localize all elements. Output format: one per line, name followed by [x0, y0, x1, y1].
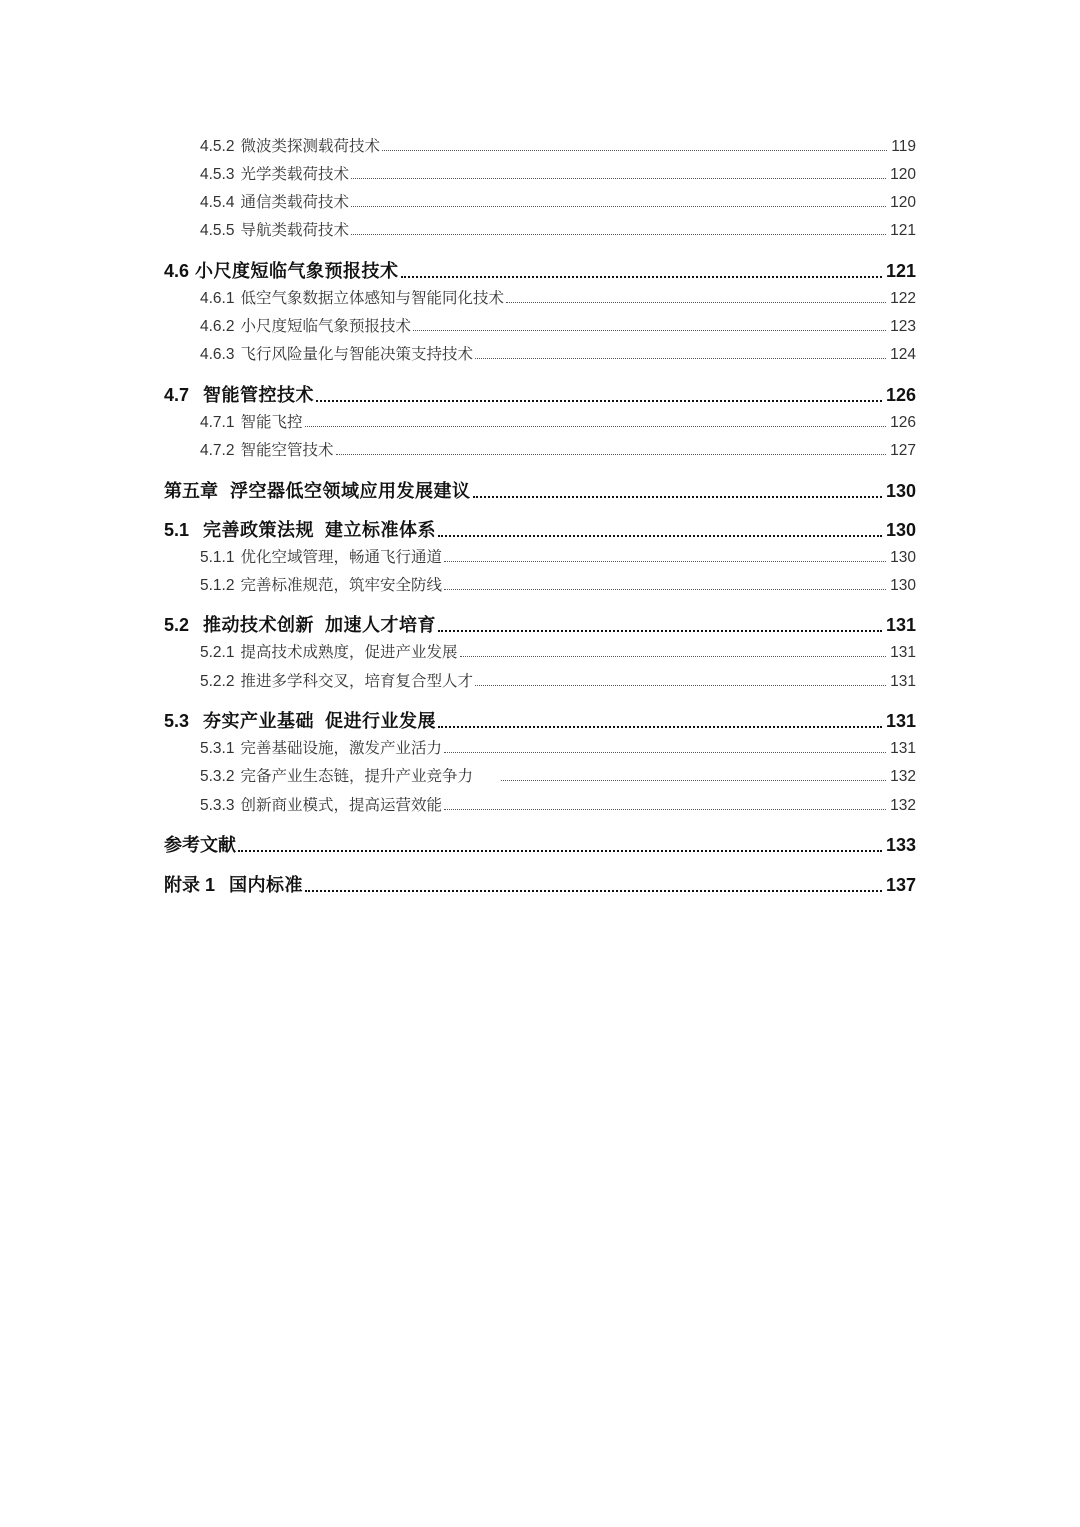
toc-entry-5-1[interactable] [164, 516, 916, 542]
toc-entry-title: 小尺度短临气象预报技术 [240, 318, 411, 335]
toc-entry-number: 4.7 [164, 385, 190, 405]
toc-entry-page: 124 [890, 346, 916, 363]
dot-leader [473, 495, 882, 498]
toc-entry-4-6[interactable] [164, 257, 916, 283]
toc-entry-title: 智能飞控 [240, 414, 303, 431]
toc-entry-5-2-2[interactable] [200, 669, 916, 691]
toc-entry-number: 5.1.1 [200, 549, 235, 566]
toc-entry-title: 完备产业生态链，提升产业竞争力 [240, 768, 473, 785]
dot-leader [475, 357, 886, 359]
toc-entry-title: 创新商业模式，提高运营效能 [240, 797, 442, 814]
dot-leader [401, 275, 882, 278]
toc-entry-page: 119 [891, 138, 916, 155]
toc-entry-4-6-2[interactable] [200, 314, 916, 336]
dot-leader [351, 233, 886, 235]
toc-entry-4-7-2[interactable] [200, 438, 916, 460]
toc-entry-title: 光学类载荷技术 [240, 166, 349, 183]
toc-entry-page: 131 [885, 711, 916, 731]
toc-entry-title: 低空气象数据立体感知与智能同化技术 [240, 290, 504, 307]
dot-leader [305, 425, 887, 427]
toc-entry-title: 参考文献 [164, 835, 236, 855]
toc-entry-number: 4.6.1 [200, 290, 235, 307]
toc-entry-page: 130 [890, 549, 916, 566]
toc-entry-title: 导航类载荷技术 [240, 222, 349, 239]
toc-entry-title: 提高技术成熟度，促进产业发展 [240, 644, 458, 661]
toc-entry-5-1-2[interactable] [200, 573, 916, 595]
toc-entry-number: 5.2 [164, 615, 190, 635]
toc-entry-page: 123 [890, 318, 916, 335]
toc-entry-page: 131 [890, 740, 916, 757]
toc-entry-number: 5.1.2 [200, 577, 235, 594]
toc-entry-page: 132 [890, 797, 916, 814]
toc-entry-page: 122 [890, 290, 916, 307]
dot-leader [438, 534, 882, 537]
toc-entry-page: 137 [885, 875, 916, 895]
toc-entry-4-6-3[interactable] [200, 342, 916, 364]
toc-entry-page: 131 [890, 644, 916, 661]
toc-entry-number: 4.6 [164, 261, 190, 281]
toc-entry-number: 附录 1 [164, 875, 216, 895]
toc-entry-number: 4.7.2 [200, 442, 235, 459]
dot-leader [444, 751, 886, 753]
toc-entry-number: 4.5.2 [200, 138, 235, 155]
toc-entry-number: 4.5.4 [200, 194, 235, 211]
dot-leader [336, 453, 887, 455]
dot-leader [460, 655, 887, 657]
toc-entry-references[interactable] [164, 831, 916, 857]
toc-entry-page: 130 [890, 577, 916, 594]
toc-entry-5-2[interactable] [164, 611, 916, 637]
toc-entry-number: 4.6.3 [200, 346, 235, 363]
toc-entry-title: 国内标准 [229, 875, 304, 895]
toc-entry-title: 智能管控技术 [203, 385, 315, 405]
toc-entry-page: 126 [890, 414, 916, 431]
toc-entry-number: 4.5.5 [200, 222, 235, 239]
toc-entry-number: 4.5.3 [200, 166, 235, 183]
dot-leader [351, 177, 886, 179]
dot-leader [506, 301, 886, 303]
toc-entry-number: 5.3.3 [200, 797, 235, 814]
dot-leader [305, 889, 882, 892]
toc-entry-title: 小尺度短临气象预报技术 [195, 261, 399, 281]
toc-entry-5-3-1[interactable] [200, 736, 916, 758]
toc-entry-4-5-2[interactable] [200, 134, 916, 156]
toc-entry-title: 完善标准规范，筑牢安全防线 [240, 577, 442, 594]
toc-entry-number: 5.2.1 [200, 644, 235, 661]
toc-entry-4-5-3[interactable] [200, 162, 916, 184]
toc-entry-number: 4.6.2 [200, 318, 235, 335]
toc-entry-number: 5.3.1 [200, 740, 235, 757]
toc-entry-5-2-1[interactable] [200, 640, 916, 662]
dot-leader [382, 149, 887, 151]
dot-leader [475, 684, 886, 686]
toc-entry-title: 夯实产业基础 促进行业发展 [203, 711, 437, 731]
toc-entry-title: 完善基础设施，激发产业活力 [240, 740, 442, 757]
dot-leader [438, 725, 882, 728]
toc-entry-title: 通信类载荷技术 [240, 194, 349, 211]
toc-entry-page: 130 [885, 520, 916, 540]
dot-leader [438, 629, 882, 632]
toc-entry-page: 121 [890, 222, 916, 239]
toc-entry-title: 完善政策法规 建立标准体系 [203, 520, 437, 540]
toc-entry-page: 131 [885, 615, 916, 635]
dot-leader [238, 849, 882, 852]
toc-entry-4-7[interactable] [164, 381, 916, 407]
toc-entry-page: 120 [890, 194, 916, 211]
toc-entry-title: 浮空器低空领域应用发展建议 [230, 481, 471, 501]
toc-entry-page: 120 [890, 166, 916, 183]
dot-leader [444, 588, 886, 590]
toc-entry-page: 133 [885, 835, 916, 855]
toc-entry-title: 优化空域管理，畅通飞行通道 [240, 549, 442, 566]
dot-leader [351, 205, 886, 207]
toc-entry-title: 飞行风险量化与智能决策支持技术 [240, 346, 473, 363]
toc-entry-5-1-1[interactable] [200, 545, 916, 567]
dot-leader [413, 329, 886, 331]
toc-entry-number: 第五章 [164, 481, 218, 501]
toc-entry-title: 推进多学科交叉，培育复合型人才 [240, 673, 473, 690]
toc-entry-4-7-1[interactable] [200, 410, 916, 432]
toc-entry-page: 126 [885, 385, 916, 405]
toc-entry-page: 132 [890, 768, 916, 785]
toc-entry-4-5-4[interactable] [200, 190, 916, 212]
toc-entry-5-3-2[interactable] [200, 764, 916, 786]
dot-leader [444, 560, 886, 562]
toc-entry-number: 5.3 [164, 711, 190, 731]
toc-entry-chapter-5[interactable] [164, 477, 916, 503]
toc-entry-number: 4.7.1 [200, 414, 235, 431]
toc-entry-number: 5.3.2 [200, 768, 235, 785]
toc-entry-5-3-3[interactable] [200, 793, 916, 815]
toc-entry-5-3[interactable] [164, 707, 916, 733]
toc-entry-page: 121 [885, 261, 916, 281]
toc-entry-4-6-1[interactable] [200, 286, 916, 308]
toc-entry-title: 微波类探测载荷技术 [240, 138, 380, 155]
dot-leader [501, 779, 886, 781]
toc-entry-title: 智能空管技术 [240, 442, 334, 459]
toc-entry-appendix-1[interactable] [164, 871, 916, 897]
toc-entry-number: 5.2.2 [200, 673, 235, 690]
toc-entry-title: 推动技术创新 加速人才培育 [203, 615, 437, 635]
dot-leader [316, 399, 882, 402]
toc-entry-page: 131 [890, 673, 916, 690]
dot-leader [444, 808, 886, 810]
toc-entry-page: 127 [890, 442, 916, 459]
toc-entry-4-5-5[interactable] [200, 218, 916, 240]
toc-entry-number: 5.1 [164, 520, 190, 540]
toc-entry-page: 130 [885, 481, 916, 501]
